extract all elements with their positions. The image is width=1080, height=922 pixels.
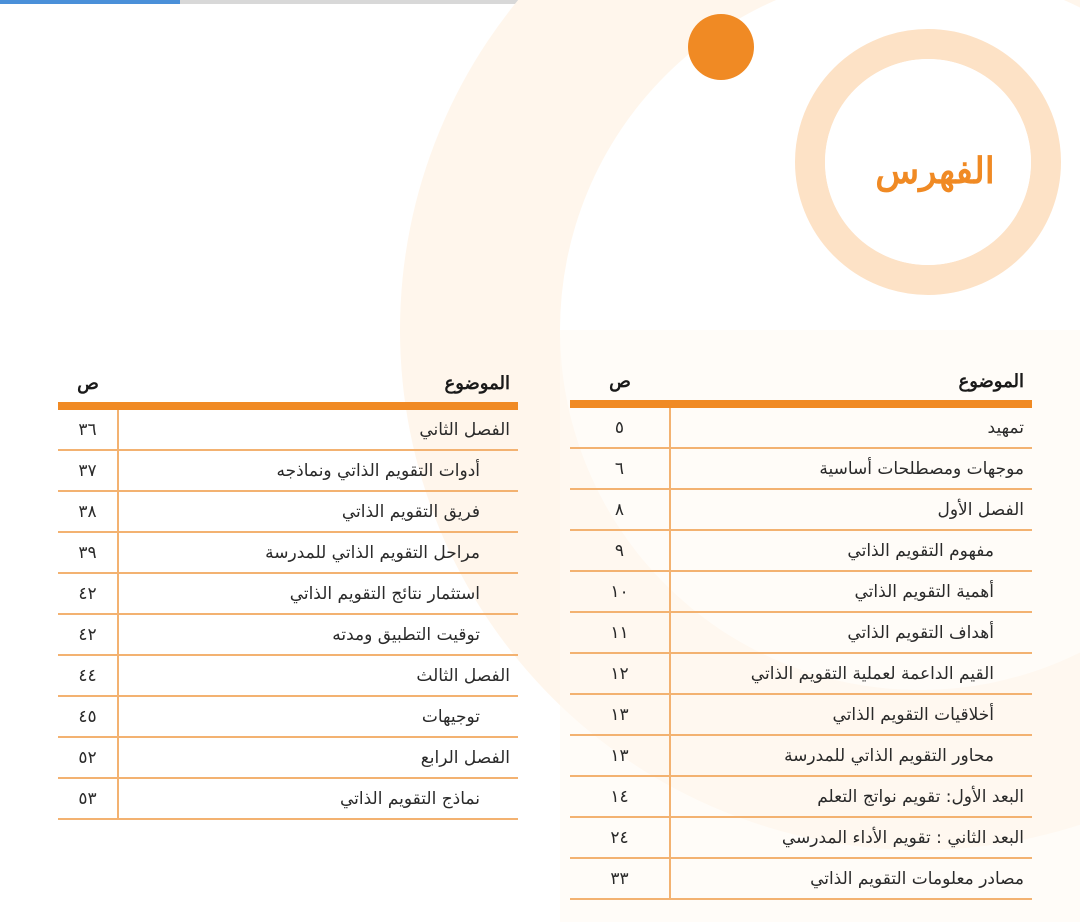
- toc-row: [570, 571, 1032, 612]
- toc-topic: الفصل الثاني: [118, 406, 518, 450]
- toc-topic: موجهات ومصطلحات أساسية: [670, 448, 1032, 489]
- toc-page-number: ٣٦: [58, 406, 118, 450]
- toc-topic: توقيت التطبيق ومدته: [118, 614, 518, 655]
- toc-topic: القيم الداعمة لعملية التقويم الذاتي: [670, 653, 1032, 694]
- toc-topic: أهمية التقويم الذاتي: [670, 571, 1032, 612]
- toc-page-number: ١٣: [570, 735, 670, 776]
- toc-row: [58, 491, 518, 532]
- toc-page-number: ٣٧: [58, 450, 118, 491]
- toc-topic: نماذج التقويم الذاتي: [118, 778, 518, 819]
- orange-dot: [688, 14, 754, 80]
- toc-row: [58, 696, 518, 737]
- toc-page-number: ٢٤: [570, 817, 670, 858]
- toc-page-number: ١٤: [570, 776, 670, 817]
- toc-topic: أخلاقيات التقويم الذاتي: [670, 694, 1032, 735]
- toc-topic: أدوات التقويم الذاتي ونماذجه: [118, 450, 518, 491]
- toc-header-row: [58, 364, 518, 406]
- toc-topic: مراحل التقويم الذاتي للمدرسة: [118, 532, 518, 573]
- toc-row: [570, 776, 1032, 817]
- toc-topic: تمهيد: [670, 404, 1032, 448]
- toc-row: [58, 406, 518, 450]
- toc-page-number: ٣٩: [58, 532, 118, 573]
- toc-page-number: ١٢: [570, 653, 670, 694]
- toc-row: [570, 817, 1032, 858]
- toc-header-row: [570, 362, 1032, 404]
- toc-row: [570, 489, 1032, 530]
- toc-topic: أهداف التقويم الذاتي: [670, 612, 1032, 653]
- toc-topic: مفهوم التقويم الذاتي: [670, 530, 1032, 571]
- toc-row: [570, 612, 1032, 653]
- toc-body-right: [570, 404, 1032, 899]
- toc-page-number: ٤٤: [58, 655, 118, 696]
- toc-page-number: ١٠: [570, 571, 670, 612]
- toc-topic: الفصل الثالث: [118, 655, 518, 696]
- toc-row: [58, 778, 518, 819]
- toc-page-number: ٩: [570, 530, 670, 571]
- toc-row: [58, 532, 518, 573]
- toc-row: [570, 858, 1032, 899]
- page-header: ص: [58, 364, 118, 406]
- toc-topic: الفصل الأول: [670, 489, 1032, 530]
- toc-topic: فريق التقويم الذاتي: [118, 491, 518, 532]
- toc-table-left: [58, 364, 518, 820]
- page-title: الفهرس: [875, 150, 995, 192]
- toc-body-left: [58, 406, 518, 819]
- toc-topic: البعد الأول: تقويم نواتج التعلم: [670, 776, 1032, 817]
- page-header: ص: [570, 362, 670, 404]
- toc-row: [570, 735, 1032, 776]
- toc-row: [570, 404, 1032, 448]
- toc-table-right: [570, 362, 1032, 900]
- toc-row: [58, 737, 518, 778]
- toc-page-number: ٣٣: [570, 858, 670, 899]
- toc-page-number: ٥٣: [58, 778, 118, 819]
- toc-topic: مصادر معلومات التقويم الذاتي: [670, 858, 1032, 899]
- toc-row: [58, 655, 518, 696]
- toc-page-number: ٥٢: [58, 737, 118, 778]
- toc-topic: محاور التقويم الذاتي للمدرسة: [670, 735, 1032, 776]
- toc-page-number: ٦: [570, 448, 670, 489]
- toc-page-number: ٥: [570, 404, 670, 448]
- topic-header: الموضوع: [670, 362, 1032, 404]
- toc-row: [58, 614, 518, 655]
- toc-row: [58, 573, 518, 614]
- topic-header: الموضوع: [118, 364, 518, 406]
- toc-page-number: ٣٨: [58, 491, 118, 532]
- toc-page-number: ١١: [570, 612, 670, 653]
- toc-page-number: ٤٢: [58, 573, 118, 614]
- toc-row: [570, 448, 1032, 489]
- toc-topic: استثمار نتائج التقويم الذاتي: [118, 573, 518, 614]
- toc-topic: توجيهات: [118, 696, 518, 737]
- toc-topic: الفصل الرابع: [118, 737, 518, 778]
- toc-row: [570, 653, 1032, 694]
- toc-page-number: ١٣: [570, 694, 670, 735]
- toc-row: [570, 530, 1032, 571]
- toc-page-number: ٤٥: [58, 696, 118, 737]
- toc-row: [570, 694, 1032, 735]
- toc-topic: البعد الثاني : تقويم الأداء المدرسي: [670, 817, 1032, 858]
- toc-page-number: ٤٢: [58, 614, 118, 655]
- toc-page-number: ٨: [570, 489, 670, 530]
- toc-row: [58, 450, 518, 491]
